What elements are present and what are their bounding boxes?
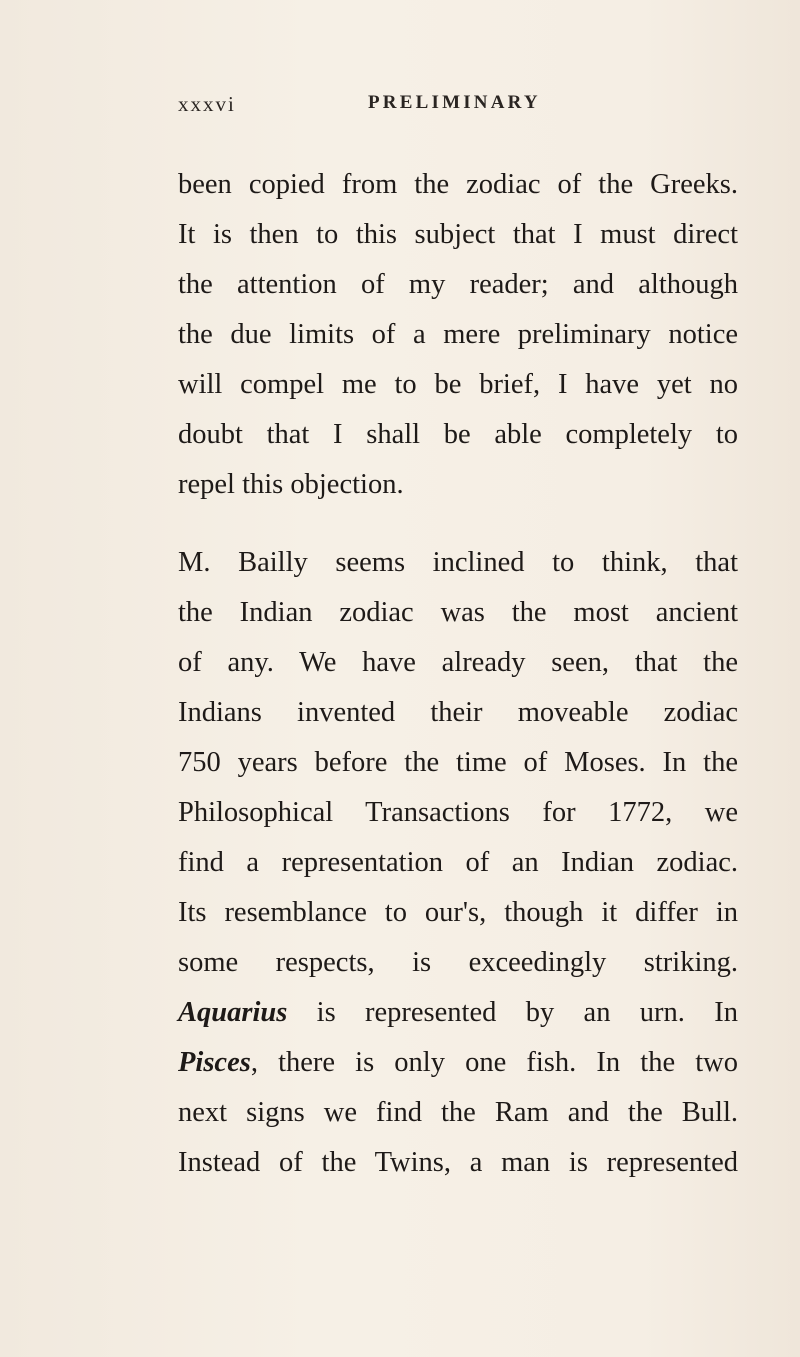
text-line: Its resemblance to our's, though it differ in: [178, 897, 738, 928]
text-line: some respects, is exceedingly striking.: [178, 947, 738, 978]
text-line: the due limits of a mere preliminary notice: [178, 319, 738, 350]
text-line: M. Bailly seems inclined to think, that: [178, 547, 738, 578]
text-line: Instead of the Twins, a man is represented: [178, 1147, 738, 1178]
running-head: PRELIMINARY: [368, 92, 541, 113]
paragraph-2: [178, 538, 738, 1188]
text-line: Indians invented their moveable zodiac: [178, 697, 738, 728]
text-line: 750 years before the time of Moses. In the: [178, 747, 738, 778]
text-line: repel this objection.: [178, 469, 404, 500]
paragraph-gap: [178, 510, 738, 538]
page-number: xxxvi: [178, 92, 236, 116]
text-line: next signs we find the Ram and the Bull.: [178, 1097, 738, 1128]
italic-term: Aquarius: [178, 997, 288, 1028]
text-line: It is then to this subject that I must direct: [178, 219, 738, 250]
page-header: [178, 92, 598, 128]
text-fragment: is represented by an urn. In: [287, 997, 738, 1028]
text-line: doubt that I shall be able completely to: [178, 419, 738, 450]
text-line: been copied from the zodiac of the Greeks.: [178, 169, 738, 200]
body-text: [178, 160, 738, 1188]
text-line: [178, 1038, 738, 1088]
text-line: the Indian zodiac was the most ancient: [178, 597, 738, 628]
text-line: of any. We have already seen, that the: [178, 647, 738, 678]
text-line: [178, 988, 738, 1038]
text-fragment: , there is only one fish. In the two: [250, 1047, 738, 1078]
text-line: will compel me to be brief, I have yet no: [178, 369, 738, 400]
text-line: find a representation of an Indian zodiac.: [178, 847, 738, 878]
italic-term: Pisces: [178, 1047, 251, 1078]
text-line: Philosophical Transactions for 1772, we: [178, 797, 738, 828]
text-line: the attention of my reader; and although: [178, 269, 738, 300]
paragraph-1: [178, 160, 738, 510]
